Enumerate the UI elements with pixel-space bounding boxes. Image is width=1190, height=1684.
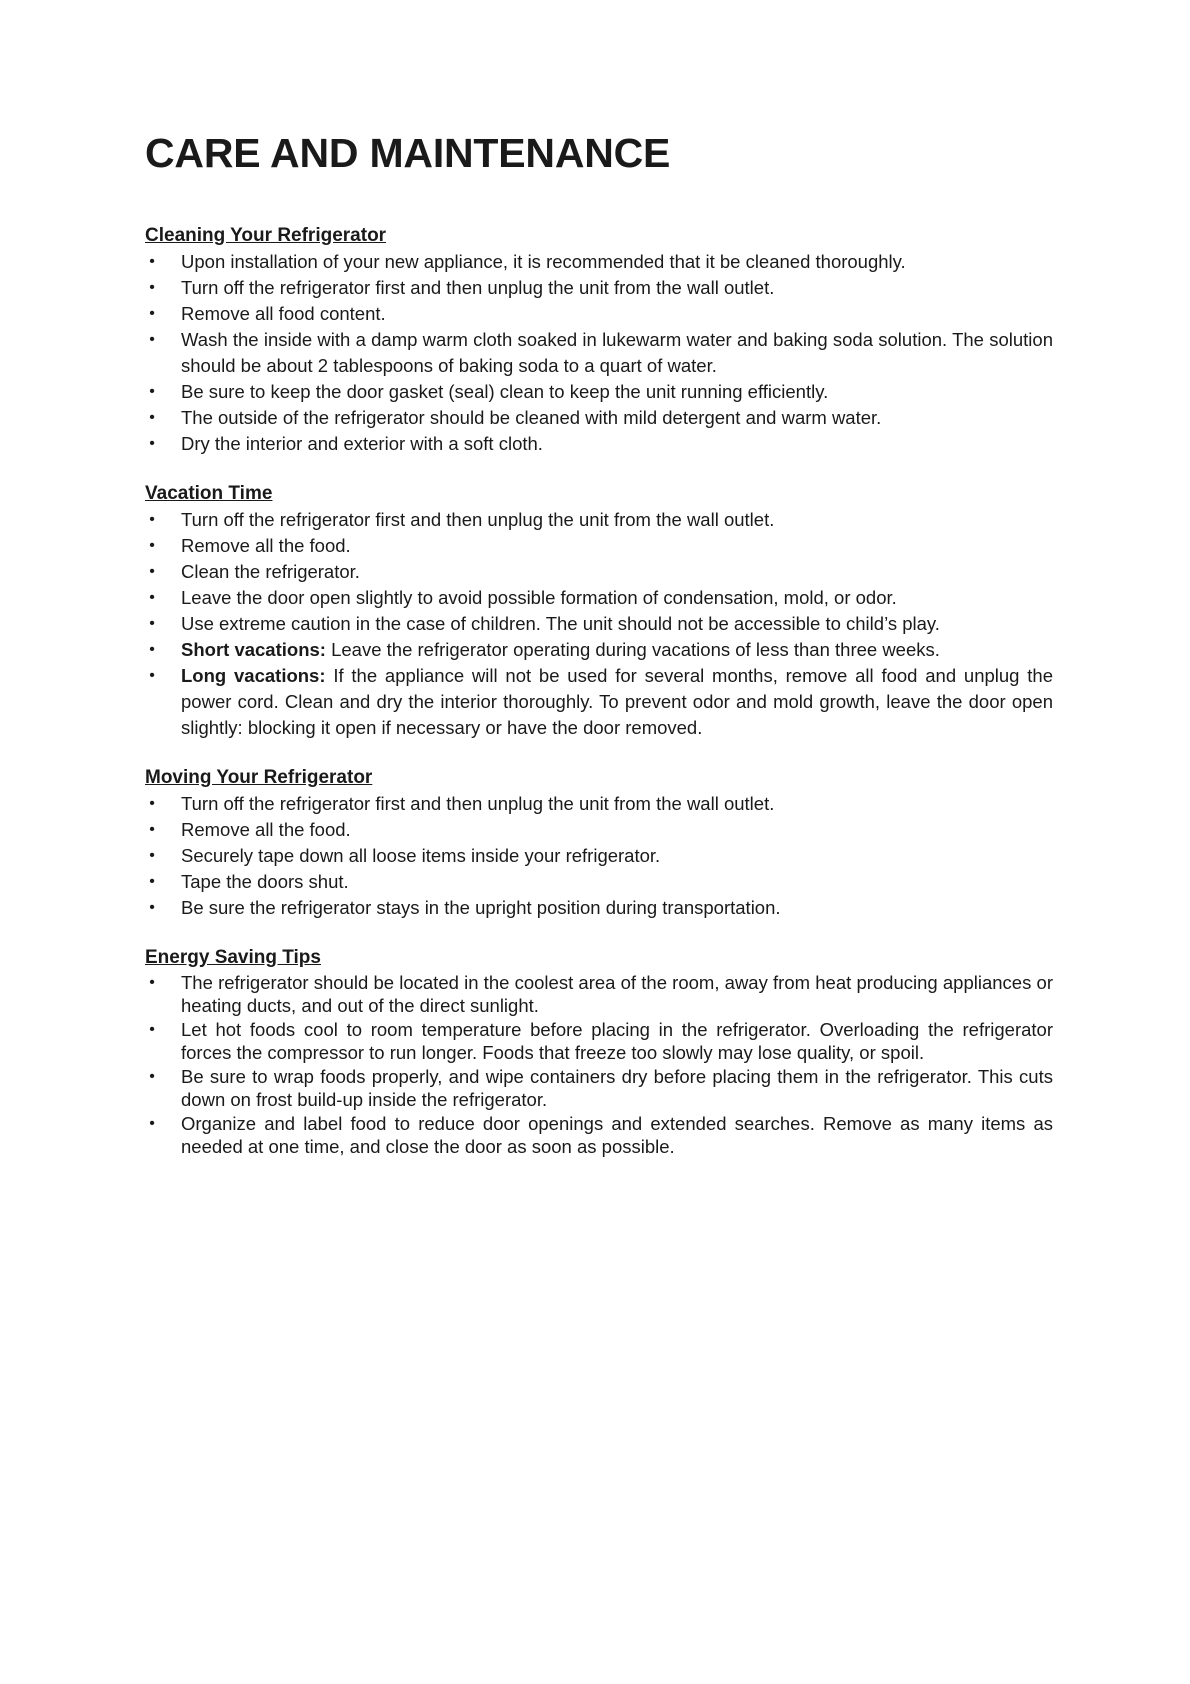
list-item	[145, 559, 1053, 585]
list-item-text: Remove all food content.	[181, 303, 386, 324]
list-item	[145, 405, 1053, 431]
list-item-text: Let hot foods cool to room temperature before placing in the refrigerator. Overloading the refrigerator forces the compressor to run longer. Foods that freeze too slowly may lose quality, or spoil.	[181, 1019, 1053, 1063]
list-item-text: Wash the inside with a damp warm cloth soaked in lukewarm water and baking soda solution. The solution should be about 2 tablespoons of baking soda to a quart of water.	[181, 329, 1053, 376]
list-item-short-vacations	[145, 637, 1053, 663]
list-item	[145, 1018, 1053, 1064]
list-item-text: The refrigerator should be located in the coolest area of the room, away from heat producing appliances or heating ducts, and out of the direct sunlight.	[181, 972, 1053, 1016]
list-item-text: Turn off the refrigerator first and then unplug the unit from the wall outlet.	[181, 793, 775, 814]
short-vacations-label: Short vacations:	[181, 639, 326, 660]
list-item-text: Upon installation of your new appliance, it is recommended that it be cleaned thoroughly.	[181, 251, 906, 272]
bullet-icon: •	[149, 667, 155, 684]
long-vacations-label: Long vacations:	[181, 665, 326, 686]
list-item	[145, 533, 1053, 559]
list-item	[145, 817, 1053, 843]
list-item	[145, 301, 1053, 327]
bullet-icon: •	[149, 563, 155, 580]
list-item	[145, 585, 1053, 611]
section-vacation	[145, 481, 1053, 741]
bullet-icon: •	[149, 305, 155, 322]
list-item-text: The outside of the refrigerator should be cleaned with mild detergent and warm water.	[181, 407, 882, 428]
section-heading-cleaning: Cleaning Your Refrigerator	[145, 225, 387, 246]
bullet-icon: •	[149, 331, 155, 348]
bullet-icon: •	[149, 821, 155, 838]
bullet-icon: •	[149, 435, 155, 452]
bullet-icon: •	[149, 873, 155, 890]
list-item	[145, 611, 1053, 637]
list-item-text: Remove all the food.	[181, 535, 351, 556]
bullet-icon: •	[149, 641, 155, 658]
bullet-icon: •	[149, 253, 155, 270]
bullet-icon: •	[149, 537, 155, 554]
list-item	[145, 431, 1053, 457]
list-item	[145, 869, 1053, 895]
bullet-list-moving	[145, 791, 1053, 921]
list-item	[145, 791, 1053, 817]
list-item	[145, 507, 1053, 533]
list-item-text: Use extreme caution in the case of children. The unit should not be accessible to child’s play.	[181, 613, 940, 634]
list-item-text: Dry the interior and exterior with a soft cloth.	[181, 433, 543, 454]
bullet-icon: •	[149, 847, 155, 864]
section-energy	[145, 945, 1053, 1158]
list-item	[145, 1112, 1053, 1158]
list-item-text: Turn off the refrigerator first and then unplug the unit from the wall outlet.	[181, 509, 775, 530]
section-heading-moving: Moving Your Refrigerator	[145, 767, 373, 788]
list-item	[145, 249, 1053, 275]
bullet-list-energy	[145, 971, 1053, 1158]
list-item-text: Be sure to keep the door gasket (seal) clean to keep the unit running efficiently.	[181, 381, 829, 402]
list-item	[145, 327, 1053, 379]
section-moving	[145, 765, 1053, 921]
list-item-text: Turn off the refrigerator first and then unplug the unit from the wall outlet.	[181, 277, 775, 298]
list-item	[145, 843, 1053, 869]
short-vacations-text: Leave the refrigerator operating during vacations of less than three weeks.	[325, 639, 940, 660]
document-page	[145, 118, 1053, 1159]
section-heading-energy: Energy Saving Tips	[145, 947, 321, 968]
list-item	[145, 1065, 1053, 1111]
list-item-text: Remove all the food.	[181, 819, 351, 840]
bullet-icon: •	[149, 974, 155, 991]
list-item-text: Tape the doors shut.	[181, 871, 349, 892]
list-item-text: Be sure to wrap foods properly, and wipe containers dry before placing them in the refrigerator. This cuts down on frost build-up inside the refrigerator.	[181, 1066, 1053, 1110]
list-item-long-vacations	[145, 663, 1053, 741]
list-item-text: Clean the refrigerator.	[181, 561, 360, 582]
bullet-icon: •	[149, 1021, 155, 1038]
bullet-icon: •	[149, 615, 155, 632]
bullet-icon: •	[149, 511, 155, 528]
bullet-icon: •	[149, 899, 155, 916]
bullet-icon: •	[149, 409, 155, 426]
bullet-icon: •	[149, 383, 155, 400]
page-title: CARE AND MAINTENANCE	[145, 130, 671, 176]
bullet-icon: •	[149, 1115, 155, 1132]
list-item-text: Be sure the refrigerator stays in the upright position during transportation.	[181, 897, 781, 918]
list-item	[145, 971, 1053, 1017]
bullet-icon: •	[149, 589, 155, 606]
list-item-text: Organize and label food to reduce door openings and extended searches. Remove as many items as needed at one time, and close the door as soon as possible.	[181, 1113, 1053, 1157]
list-item	[145, 379, 1053, 405]
list-item	[145, 275, 1053, 301]
bullet-icon: •	[149, 279, 155, 296]
section-heading-vacation: Vacation Time	[145, 483, 273, 504]
list-item-text: Securely tape down all loose items inside your refrigerator.	[181, 845, 661, 866]
bullet-list-vacation	[145, 507, 1053, 741]
list-item	[145, 895, 1053, 921]
bullet-icon: •	[149, 795, 155, 812]
list-item-text: Leave the door open slightly to avoid possible formation of condensation, mold, or odor.	[181, 587, 897, 608]
bullet-list-cleaning	[145, 249, 1053, 457]
section-cleaning	[145, 223, 1053, 457]
bullet-icon: •	[149, 1068, 155, 1085]
long-vacations-text: If the appliance will not be used for several months, remove all food and unplug the power cord. Clean and dry the interior thoroughly. To prevent odor and mold growth, leave the door open slightly: blocking it open if necessary or have the door removed.	[181, 665, 1053, 738]
